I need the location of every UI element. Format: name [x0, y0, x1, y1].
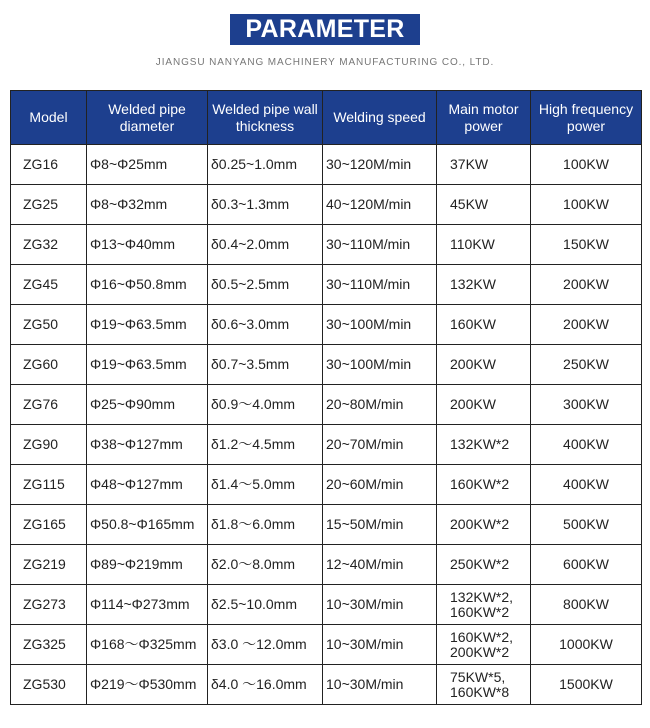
- page-title: PARAMETER: [230, 14, 419, 45]
- cell-thickness: δ0.6~3.0mm: [208, 305, 323, 345]
- cell-diameter: Φ114~Φ273mm: [87, 585, 208, 625]
- cell-motor-power: 200KW: [437, 385, 531, 425]
- table-row: [11, 425, 642, 465]
- cell-speed: 15~50M/min: [323, 505, 437, 545]
- cell-model: ZG25: [11, 185, 87, 225]
- cell-motor-power: 250KW*2: [437, 545, 531, 585]
- cell-hf-power: 300KW: [531, 385, 642, 425]
- cell-hf-power: 400KW: [531, 425, 642, 465]
- cell-model: ZG530: [11, 665, 87, 705]
- table-row: [11, 625, 642, 665]
- cell-speed: 30~110M/min: [323, 265, 437, 305]
- cell-hf-power: 200KW: [531, 265, 642, 305]
- column-header-pipe-diameter: Welded pipe diameter: [87, 91, 208, 145]
- cell-speed: 10~30M/min: [323, 665, 437, 705]
- column-header-high-frequency-power: High frequency power: [531, 91, 642, 145]
- title-banner: [0, 14, 650, 45]
- cell-diameter: Φ38~Φ127mm: [87, 425, 208, 465]
- cell-hf-power: 1500KW: [531, 665, 642, 705]
- cell-thickness: δ1.4～5.0mm: [208, 465, 323, 505]
- cell-hf-power: 250KW: [531, 345, 642, 385]
- table-row: [11, 345, 642, 385]
- table-row: [11, 545, 642, 585]
- company-name: JIANGSU NANYANG MACHINERY MANUFACTURING CO., LTD.: [155, 57, 495, 68]
- cell-speed: 20~70M/min: [323, 425, 437, 465]
- cell-speed: 20~60M/min: [323, 465, 437, 505]
- cell-diameter: Φ168～Φ325mm: [87, 625, 208, 665]
- cell-model: ZG76: [11, 385, 87, 425]
- cell-diameter: Φ8~Φ25mm: [87, 145, 208, 185]
- cell-model: ZG50: [11, 305, 87, 345]
- cell-motor-power: 200KW*2: [437, 505, 531, 545]
- cell-thickness: δ1.2～4.5mm: [208, 425, 323, 465]
- cell-motor-power: 132KW: [437, 265, 531, 305]
- cell-hf-power: 600KW: [531, 545, 642, 585]
- cell-motor-power: 160KW*2: [437, 465, 531, 505]
- cell-model: ZG273: [11, 585, 87, 625]
- cell-speed: 10~30M/min: [323, 625, 437, 665]
- table-header-row: [11, 91, 642, 145]
- cell-motor-power: 75KW*5, 160KW*8: [437, 665, 531, 705]
- cell-model: ZG45: [11, 265, 87, 305]
- cell-speed: 10~30M/min: [323, 585, 437, 625]
- cell-model: ZG219: [11, 545, 87, 585]
- cell-motor-power: 160KW: [437, 305, 531, 345]
- cell-hf-power: 100KW: [531, 185, 642, 225]
- table-row: [11, 465, 642, 505]
- table-row: [11, 145, 642, 185]
- cell-speed: 40~120M/min: [323, 185, 437, 225]
- cell-model: ZG165: [11, 505, 87, 545]
- cell-speed: 30~110M/min: [323, 225, 437, 265]
- cell-speed: 30~120M/min: [323, 145, 437, 185]
- cell-hf-power: 1000KW: [531, 625, 642, 665]
- cell-hf-power: 200KW: [531, 305, 642, 345]
- column-header-model: Model: [11, 91, 87, 145]
- cell-motor-power: 132KW*2: [437, 425, 531, 465]
- table-row: [11, 265, 642, 305]
- cell-thickness: δ4.0 ～16.0mm: [208, 665, 323, 705]
- cell-speed: 12~40M/min: [323, 545, 437, 585]
- table-row: [11, 185, 642, 225]
- cell-motor-power: 160KW*2, 200KW*2: [437, 625, 531, 665]
- cell-diameter: Φ50.8~Φ165mm: [87, 505, 208, 545]
- cell-motor-power: 132KW*2, 160KW*2: [437, 585, 531, 625]
- cell-model: ZG90: [11, 425, 87, 465]
- cell-diameter: Φ13~Φ40mm: [87, 225, 208, 265]
- cell-motor-power: 37KW: [437, 145, 531, 185]
- table-row: [11, 385, 642, 425]
- cell-diameter: Φ219～Φ530mm: [87, 665, 208, 705]
- cell-motor-power: 200KW: [437, 345, 531, 385]
- cell-thickness: δ2.0～8.0mm: [208, 545, 323, 585]
- cell-diameter: Φ16~Φ50.8mm: [87, 265, 208, 305]
- cell-model: ZG60: [11, 345, 87, 385]
- cell-speed: 30~100M/min: [323, 305, 437, 345]
- cell-speed: 30~100M/min: [323, 345, 437, 385]
- cell-motor-power: 45KW: [437, 185, 531, 225]
- table-row: [11, 665, 642, 705]
- column-header-main-motor-power: Main motor power: [437, 91, 531, 145]
- cell-thickness: δ0.9～4.0mm: [208, 385, 323, 425]
- cell-hf-power: 150KW: [531, 225, 642, 265]
- cell-thickness: δ1.8～6.0mm: [208, 505, 323, 545]
- cell-thickness: δ0.4~2.0mm: [208, 225, 323, 265]
- cell-hf-power: 100KW: [531, 145, 642, 185]
- cell-thickness: δ3.0 ～12.0mm: [208, 625, 323, 665]
- column-header-wall-thickness: Welded pipe wall thickness: [208, 91, 323, 145]
- cell-motor-power: 110KW: [437, 225, 531, 265]
- table-row: [11, 305, 642, 345]
- cell-diameter: Φ48~Φ127mm: [87, 465, 208, 505]
- cell-diameter: Φ25~Φ90mm: [87, 385, 208, 425]
- cell-thickness: δ0.7~3.5mm: [208, 345, 323, 385]
- cell-thickness: δ0.5~2.5mm: [208, 265, 323, 305]
- cell-hf-power: 800KW: [531, 585, 642, 625]
- column-header-welding-speed: Welding speed: [323, 91, 437, 145]
- cell-model: ZG115: [11, 465, 87, 505]
- cell-thickness: δ2.5~10.0mm: [208, 585, 323, 625]
- parameter-table: [10, 90, 642, 705]
- cell-hf-power: 500KW: [531, 505, 642, 545]
- table-row: [11, 505, 642, 545]
- cell-thickness: δ0.3~1.3mm: [208, 185, 323, 225]
- cell-model: ZG325: [11, 625, 87, 665]
- cell-thickness: δ0.25~1.0mm: [208, 145, 323, 185]
- cell-diameter: Φ19~Φ63.5mm: [87, 345, 208, 385]
- table-row: [11, 585, 642, 625]
- cell-diameter: Φ89~Φ219mm: [87, 545, 208, 585]
- cell-diameter: Φ8~Φ32mm: [87, 185, 208, 225]
- cell-hf-power: 400KW: [531, 465, 642, 505]
- cell-speed: 20~80M/min: [323, 385, 437, 425]
- cell-model: ZG16: [11, 145, 87, 185]
- cell-model: ZG32: [11, 225, 87, 265]
- table-row: [11, 225, 642, 265]
- cell-diameter: Φ19~Φ63.5mm: [87, 305, 208, 345]
